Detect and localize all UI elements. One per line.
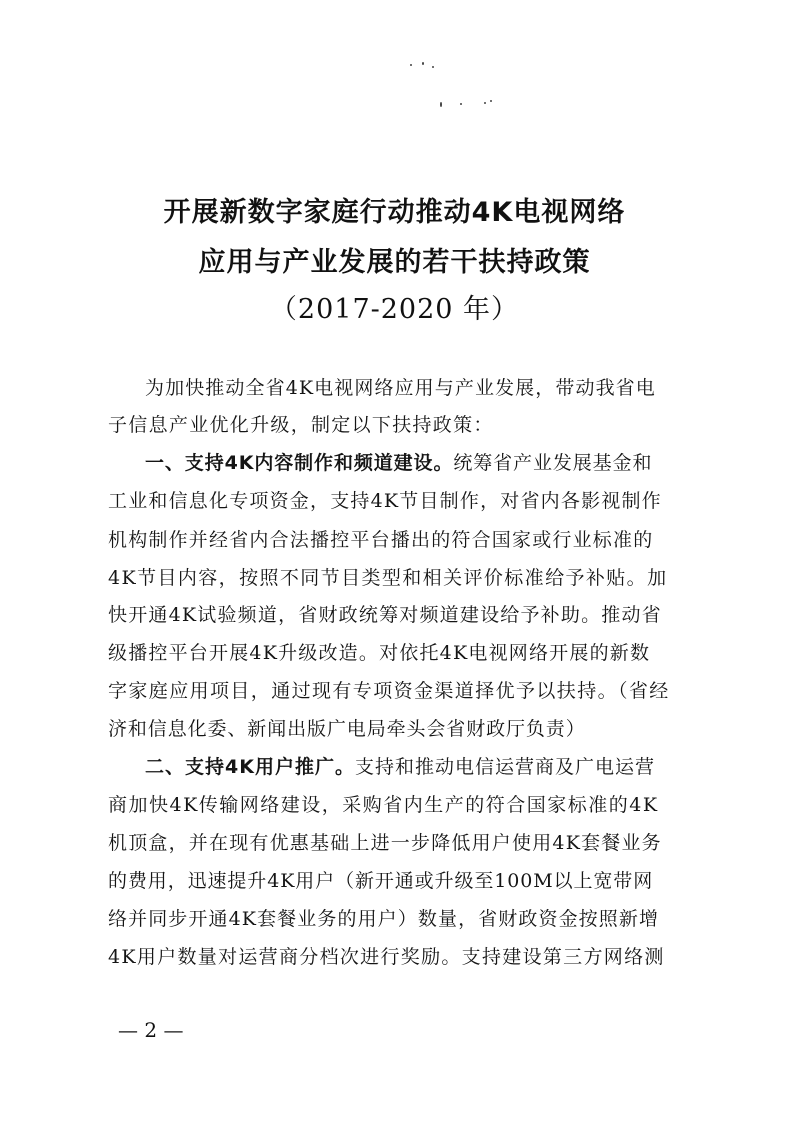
section1-heading: 一、支持4K内容制作和频道建设。 [145,452,454,474]
page-number: — 2 — [118,1018,184,1042]
section1-first-line-rest: 统筹省产业发展基金和 [453,452,653,474]
intro-line-2: 子信息产业优化升级，制定以下扶持政策： [108,414,494,436]
doc-title-line-1: 开展新数字家庭行动推动4K电视网络 [163,197,626,228]
section2-line: 的费用，迅速提升4K用户（新开通或升级至100M以上宽带网 [108,870,654,892]
section2-line: 商加快4K传输网络建设，采购省内生产的符合国家标准的4K [108,794,659,816]
section2-line: 机顶盒，并在现有优惠基础上进一步降低用户使用4K套餐业务 [108,832,662,854]
section2-line: 络并同步开通4K套餐业务的用户）数量，省财政资金按照新增 [108,908,660,930]
section1-first-line [145,453,652,473]
section1-line: 工业和信息化专项资金，支持4K节目制作，对省内各影视制作 [108,490,662,512]
scan-specks [410,58,530,128]
section1-line: 4K节目内容，按照不同节目类型和相关评价标准给予补贴。加 [108,567,668,589]
section1-line: 机构制作并经省内合法播控平台播出的符合国家或行业标准的 [108,529,654,551]
section2-line: 4K用户数量对运营商分档次进行奖励。支持建设第三方网络测 [108,946,665,968]
doc-title-line-2: 应用与产业发展的若干扶持政策 [198,247,591,278]
section1-line: 济和信息化委、新闻出版广电局牵头会省财政厅负责） [108,718,586,740]
section2-first-line-rest: 支持和推动电信运营商及广电运营 [354,756,655,778]
doc-title-years: （2017-2020 年） [269,294,520,325]
section1-line: 字家庭应用项目，通过现有专项资金渠道择优予以扶持。（省经 [108,680,670,702]
section2-heading: 二、支持4K用户推广。 [145,756,355,778]
section1-line: 快开通4K试验频道，省财政统筹对频道建设给予补助。推动省 [108,604,662,626]
section2-first-line [145,757,655,777]
section1-line: 级播控平台开展4K升级改造。对依托4K电视网络开展的新数 [108,642,651,664]
intro-line-1: 为加快推动全省4K电视网络应用与产业发展，带动我省电 [145,377,656,399]
